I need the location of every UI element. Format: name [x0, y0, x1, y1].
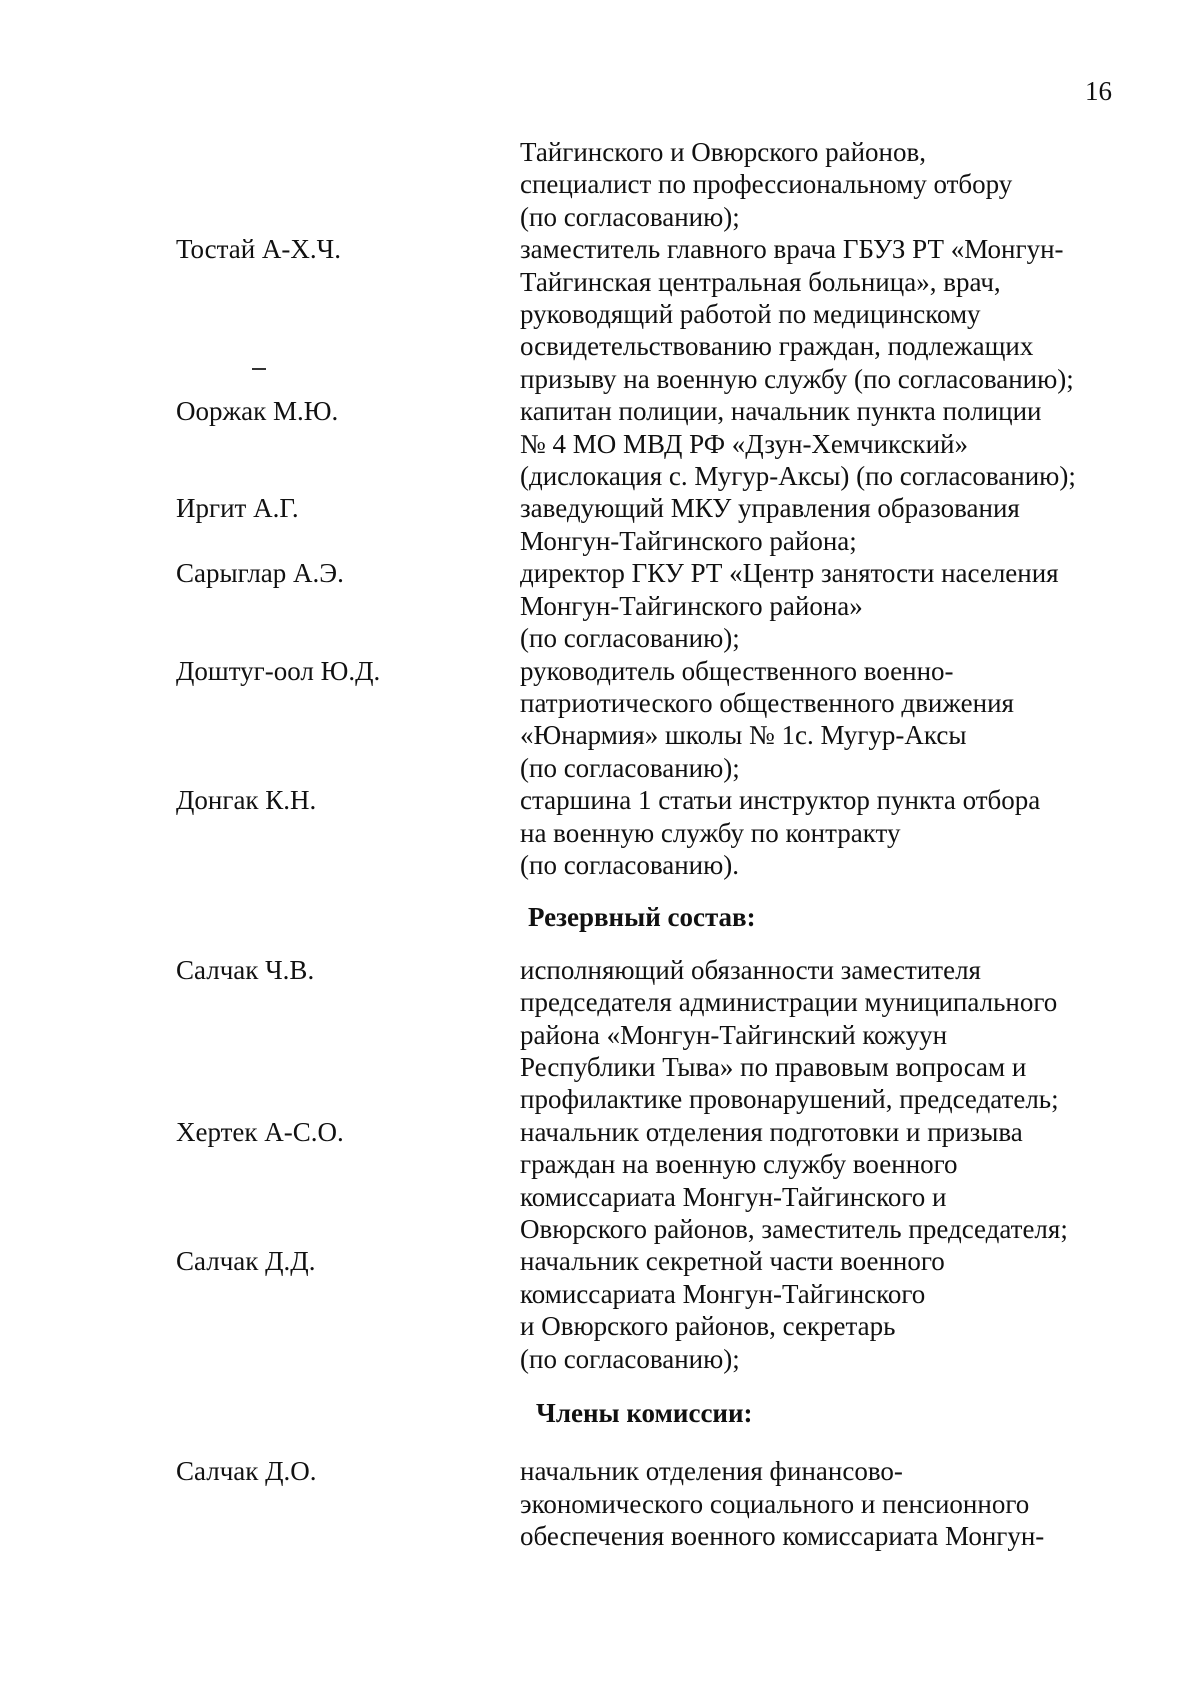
member-name: Доштуг-оол Ю.Д. [176, 655, 381, 686]
member-description [520, 492, 1136, 557]
member-entry [176, 655, 1136, 785]
description-line: обеспечения военного комиссариата Монгун- [520, 1521, 1045, 1552]
member-name: Ооржак М.Ю. [176, 396, 339, 427]
member-description [520, 557, 1136, 654]
member-entry [176, 233, 1136, 395]
description-line: комиссариата Монгун-Тайгинского [520, 1278, 926, 1309]
members-heading: Члены комиссии: [536, 1398, 753, 1429]
description-line: заведующий МКУ управления образования [520, 493, 1020, 524]
description-line: и Овюрского районов, секретарь [520, 1311, 896, 1342]
member-description [520, 233, 1136, 395]
description-line: начальник секретной части военного [520, 1246, 945, 1277]
description-line: Тайгинского и Овюрского районов, [520, 137, 926, 167]
description-line: (по согласованию). [520, 849, 740, 880]
description-line: директор ГКУ РТ «Центр занятости населения [520, 558, 1059, 589]
description-line: руководитель общественного военно- [520, 655, 954, 686]
description-line: (по согласованию); [520, 1343, 740, 1374]
member-name: Салчак Д.Д. [176, 1246, 316, 1277]
member-entry [176, 557, 1136, 654]
member-name: Хертек А-С.О. [176, 1116, 344, 1147]
member-name: Салчак Ч.В. [176, 954, 315, 985]
description-line: Республики Тыва» по правовым вопросам и [520, 1051, 1027, 1082]
description-line: № 4 МО МВД РФ «Дзун-Хемчикский» [520, 428, 968, 459]
member-name: Тостай А-Х.Ч. [176, 234, 341, 265]
description-line: (по согласованию); [520, 623, 740, 654]
member-entry [176, 492, 1136, 557]
member-entry [176, 395, 1136, 492]
member-name: Донгак К.Н. [176, 785, 317, 816]
description-line: патриотического общественного движения [520, 687, 1014, 718]
description-line: Монгун-Тайгинского района; [520, 525, 857, 556]
continuation-entry [176, 136, 1136, 233]
reserve-member-entry [176, 954, 1136, 1116]
description-line: на военную службу по контракту [520, 817, 901, 848]
commission-list [176, 136, 1136, 1553]
description-line: района «Монгун-Тайгинский кожуун [520, 1019, 948, 1050]
member-description [520, 1245, 1136, 1375]
description-line: комиссариата Монгун-Тайгинского и [520, 1181, 947, 1212]
entry-description [520, 136, 1136, 233]
description-line: руководящий работой по медицинскому [520, 299, 981, 330]
reserve-heading: Резервный состав: [528, 902, 756, 933]
member-name: Сарыглар А.Э. [176, 558, 344, 589]
description-line: капитан полиции, начальник пункта полиции [520, 396, 1042, 427]
member-description [520, 954, 1136, 1116]
description-line: экономического социального и пенсионного [520, 1488, 1030, 1519]
description-line: граждан на военную службу военного [520, 1149, 958, 1180]
description-line: начальник отделения финансово- [520, 1456, 903, 1487]
description-line: старшина 1 статьи инструктор пункта отбора [520, 785, 1041, 816]
reserve-member-entry [176, 1245, 1136, 1375]
description-line: Овюрского районов, заместитель председателя; [520, 1214, 1068, 1244]
commission-member-entry [176, 1455, 1136, 1552]
member-description [520, 655, 1136, 785]
description-line: призыву на военную службу (по согласованию); [520, 363, 1074, 394]
description-line: «Юнармия» школы № 1с. Мугур-Аксы [520, 720, 967, 751]
member-name: Салчак Д.О. [176, 1456, 317, 1487]
description-line: специалист по профессиональному отбору [520, 169, 1013, 200]
member-description [520, 1116, 1136, 1246]
reserve-member-entry [176, 1116, 1136, 1246]
description-line: (по согласованию); [520, 201, 740, 232]
member-name: Иргит А.Г. [176, 493, 299, 524]
description-line: профилактике провонарушений, председатель; [520, 1084, 1059, 1115]
description-line: освидетельствованию граждан, подлежащих [520, 331, 1034, 362]
description-line: заместитель главного врача ГБУЗ РТ «Монгун- [520, 234, 1064, 265]
entry-name-empty [176, 136, 520, 233]
page-number: 16 [1085, 76, 1112, 106]
description-line: (по согласованию); [520, 752, 740, 783]
description-line: начальник отделения подготовки и призыва [520, 1116, 1023, 1147]
member-description [520, 395, 1136, 492]
member-description [520, 784, 1136, 881]
description-line: исполняющий обязанности заместителя [520, 954, 981, 985]
description-line: Тайгинская центральная больница», врач, [520, 266, 1001, 297]
description-line: председателя администрации муниципального [520, 987, 1058, 1018]
description-line: (дислокация с. Мугур-Аксы) (по согласованию); [520, 461, 1076, 492]
member-description [520, 1455, 1136, 1552]
description-line: Монгун-Тайгинского района» [520, 590, 863, 621]
member-entry [176, 784, 1136, 881]
